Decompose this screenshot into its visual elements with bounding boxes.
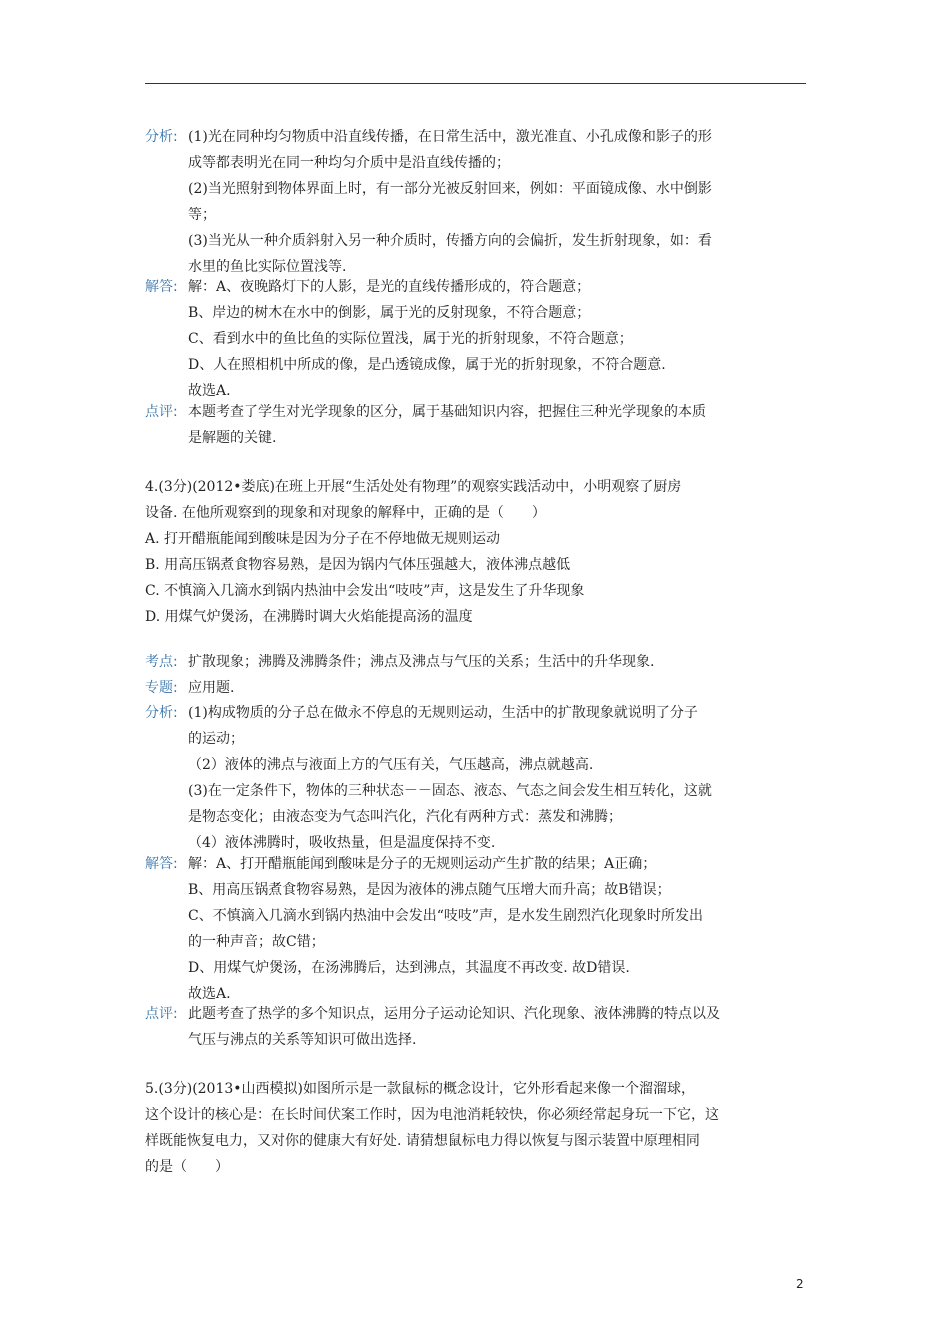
analysis-label: 分析: <box>145 705 178 721</box>
text-line: 是解题的关键. <box>188 430 277 446</box>
text-line: 解：A、夜晚路灯下的人影，是光的直线传播形成的，符合题意； <box>188 279 591 295</box>
text-line: 的运动； <box>188 731 244 747</box>
text-line: (2)当光照射到物体界面上时，有一部分光被反射回来，例如：平面镜成像、水中倒影 <box>188 181 712 197</box>
question-stem: 这个设计的核心是：在长时间伏案工作时，因为电池消耗较快，你必须经常起身玩一下它，这 <box>145 1107 719 1123</box>
answer-label: 解答: <box>145 279 178 295</box>
text-line: 等； <box>188 207 216 223</box>
option-a: A. 打开醋瓶能闻到酸味是因为分子在不停地做无规则运动 <box>145 531 501 547</box>
question-stem: 4.(3分)(2012•娄底)在班上开展“生活处处有物理”的观察实践活动中，小明观察了厨房 <box>145 479 682 495</box>
q4-kaodian <box>145 649 807 701</box>
zhuanti-label: 专题: <box>145 680 178 696</box>
text-line: 水里的鱼比实际位置浅等. <box>188 259 347 275</box>
text-line: 气压与沸点的关系等知识可做出选择. <box>188 1032 417 1048</box>
option-b: B. 用高压锅煮食物容易熟，是因为锅内气体压强越大，液体沸点越低 <box>145 557 571 573</box>
text-line: 应用题. <box>188 680 235 696</box>
comment-label: 点评: <box>145 1006 178 1022</box>
question-stem: 样既能恢复电力，又对你的健康大有好处. 请猜想鼠标电力得以恢复与图示装置中原理相同 <box>145 1133 700 1149</box>
text-line: 是物态变化；由液态变为气态叫汽化，汽化有两种方式：蒸发和沸腾； <box>188 809 622 825</box>
comment-label: 点评: <box>145 404 178 420</box>
text-line: C、不慎滴入几滴水到锅内热油中会发出“吱吱”声，是水发生剧烈汽化现象时所发出 <box>188 908 704 924</box>
text-line: 的一种声音；故C错； <box>188 934 325 950</box>
text-line: 扩散现象；沸腾及沸腾条件；沸点及沸点与气压的关系；生活中的升华现象. <box>188 654 655 670</box>
q5-question <box>145 1076 807 1180</box>
text-line: B、用高压锅煮食物容易熟，是因为液体的沸点随气压增大而升高；故B错误； <box>188 882 671 898</box>
q3-answer <box>145 274 807 404</box>
answer-label: 解答: <box>145 856 178 872</box>
text-line: 故选A. <box>188 383 231 399</box>
text-line: B、岸边的树木在水中的倒影，属于光的反射现象，不符合题意； <box>188 305 591 321</box>
text-line: 解：A、打开醋瓶能闻到酸味是分子的无规则运动产生扩散的结果；A正确； <box>188 856 657 872</box>
question-stem: 设备. 在他所观察到的现象和对现象的解释中，正确的是（ ） <box>145 505 546 521</box>
text-line: (3)当光从一种介质斜射入另一种介质时，传播方向的会偏折，发生折射现象，如：看 <box>188 233 712 249</box>
analysis-label: 分析: <box>145 129 178 145</box>
text-line: (3)在一定条件下，物体的三种状态－－固态、液态、气态之间会发生相互转化，这就 <box>188 783 712 799</box>
page-number: 2 <box>796 1277 804 1291</box>
text-line: 成等都表明光在同一种均匀介质中是沿直线传播的； <box>188 155 510 171</box>
text-line: 故选A. <box>188 986 231 1002</box>
q4-question <box>145 474 807 630</box>
text-line: (1)光在同种均匀物质中沿直线传播，在日常生活中，激光准直、小孔成像和影子的形 <box>188 129 712 145</box>
option-d: D. 用煤气炉煲汤，在沸腾时调大火焰能提高汤的温度 <box>145 609 473 625</box>
option-c: C. 不慎滴入几滴水到锅内热油中会发出“吱吱”声，这是发生了升华现象 <box>145 583 585 599</box>
q3-analysis <box>145 124 807 280</box>
question-stem: 的是（ ） <box>145 1159 229 1175</box>
question-stem: 5.(3分)(2013•山西模拟)如图所示是一款鼠标的概念设计，它外形看起来像一个溜溜球， <box>145 1081 695 1097</box>
text-line: C、看到水中的鱼比鱼的实际位置浅，属于光的折射现象，不符合题意； <box>188 331 633 347</box>
q4-comment <box>145 1001 807 1053</box>
text-line: 此题考查了热学的多个知识点，运用分子运动论知识、汽化现象、液体沸腾的特点以及 <box>188 1006 720 1022</box>
header-rule <box>145 83 806 84</box>
q4-analysis <box>145 700 807 856</box>
text-line: 本题考查了学生对光学现象的区分，属于基础知识内容，把握住三种光学现象的本质 <box>188 404 706 420</box>
text-line: (1)构成物质的分子总在做永不停息的无规则运动，生活中的扩散现象就说明了分子 <box>188 705 698 721</box>
kaodian-label: 考点: <box>145 654 178 670</box>
q4-answer <box>145 851 807 1007</box>
text-line: D、人在照相机中所成的像，是凸透镜成像，属于光的折射现象，不符合题意. <box>188 357 666 373</box>
text-line: （4）液体沸腾时，吸收热量，但是温度保持不变. <box>188 835 496 851</box>
text-line: （2）液体的沸点与液面上方的气压有关，气压越高，沸点就越高. <box>188 757 594 773</box>
q3-comment <box>145 399 807 451</box>
text-line: D、用煤气炉煲汤，在汤沸腾后，达到沸点，其温度不再改变. 故D错误. <box>188 960 630 976</box>
